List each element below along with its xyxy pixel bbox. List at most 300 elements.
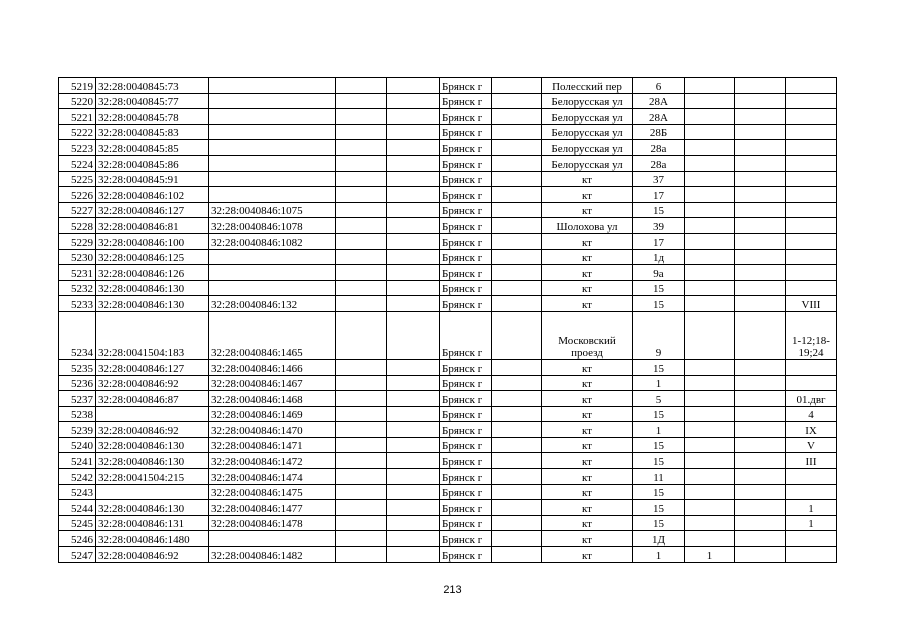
table-cell: 32:28:0040846:87: [96, 391, 209, 407]
table-cell: 32:28:0040845:85: [96, 140, 209, 156]
table-cell: [685, 406, 735, 422]
table-cell: [685, 249, 735, 265]
table-cell: 5234: [59, 311, 96, 359]
table-cell: 5232: [59, 280, 96, 296]
table-row: [59, 469, 837, 485]
table-row: [59, 140, 837, 156]
table-body: [59, 78, 837, 563]
table-cell: Белорусская ул: [542, 140, 633, 156]
table-cell: V: [786, 437, 837, 453]
table-cell: 32:28:0040846:1474: [209, 469, 336, 485]
table-row: [59, 202, 837, 218]
table-cell: 32:28:0040846:127: [96, 202, 209, 218]
table-cell: Брянск г: [440, 296, 492, 312]
table-cell: 11: [633, 469, 685, 485]
table-cell: [387, 531, 440, 547]
table-cell: [735, 218, 786, 234]
table-cell: 32:28:0040846:1469: [209, 406, 336, 422]
table-cell: [336, 187, 387, 203]
table-cell: [735, 422, 786, 438]
table-cell: [336, 391, 387, 407]
table-cell: [685, 265, 735, 281]
table-cell: [685, 202, 735, 218]
table-cell: [786, 233, 837, 249]
table-cell: [685, 187, 735, 203]
table-cell: [209, 124, 336, 140]
table-cell: [336, 531, 387, 547]
table-cell: Брянск г: [440, 500, 492, 516]
table-cell: Белорусская ул: [542, 124, 633, 140]
table-cell: [209, 140, 336, 156]
table-cell: 32:28:0040846:130: [96, 296, 209, 312]
table-cell: [735, 515, 786, 531]
table-cell: кт: [542, 359, 633, 375]
table-cell: кт: [542, 437, 633, 453]
table-cell: 9а: [633, 265, 685, 281]
table-cell: кт: [542, 375, 633, 391]
table-cell: 01.двг: [786, 391, 837, 407]
table-cell: 32:28:0041504:215: [96, 469, 209, 485]
table-cell: [492, 187, 542, 203]
table-cell: 5221: [59, 109, 96, 125]
table-cell: [786, 171, 837, 187]
table-cell: [685, 500, 735, 516]
table-cell: 5247: [59, 547, 96, 563]
table-cell: 17: [633, 187, 685, 203]
table-cell: [735, 124, 786, 140]
table-cell: [685, 391, 735, 407]
table-cell: кт: [542, 391, 633, 407]
table-cell: 5225: [59, 171, 96, 187]
table-cell: [492, 547, 542, 563]
table-cell: 1: [685, 547, 735, 563]
table-cell: [735, 531, 786, 547]
table-cell: 32:28:0040846:125: [96, 249, 209, 265]
table-cell: 32:28:0040846:126: [96, 265, 209, 281]
table-cell: [336, 93, 387, 109]
table-cell: [209, 280, 336, 296]
table-cell: [336, 500, 387, 516]
table-cell: 32:28:0040846:130: [96, 280, 209, 296]
table-cell: [685, 171, 735, 187]
table-row: [59, 547, 837, 563]
table-row: [59, 422, 837, 438]
table-cell: Брянск г: [440, 218, 492, 234]
table-cell: 5230: [59, 249, 96, 265]
table-cell: Брянск г: [440, 265, 492, 281]
table-cell: 1: [786, 515, 837, 531]
table-cell: 5224: [59, 155, 96, 171]
table-cell: 5237: [59, 391, 96, 407]
table-cell: 32:28:0040846:92: [96, 547, 209, 563]
table-cell: [209, 187, 336, 203]
table-cell: 5245: [59, 515, 96, 531]
table-cell: [336, 218, 387, 234]
table-cell: [735, 547, 786, 563]
table-cell: [336, 547, 387, 563]
table-cell: [209, 265, 336, 281]
table-row: [59, 500, 837, 516]
table-cell: III: [786, 453, 837, 469]
table-cell: 15: [633, 359, 685, 375]
table-cell: IX: [786, 422, 837, 438]
table-cell: кт: [542, 484, 633, 500]
table-cell: [735, 233, 786, 249]
table-cell: [209, 93, 336, 109]
table-cell: Белорусская ул: [542, 109, 633, 125]
table-cell: [735, 375, 786, 391]
table-cell: [387, 249, 440, 265]
table-cell: Брянск г: [440, 391, 492, 407]
table-cell: 5227: [59, 202, 96, 218]
table-cell: [492, 437, 542, 453]
table-row: [59, 515, 837, 531]
table-cell: Брянск г: [440, 78, 492, 94]
table-cell: Брянск г: [440, 93, 492, 109]
table-cell: Белорусская ул: [542, 155, 633, 171]
table-cell: [492, 296, 542, 312]
table-cell: Брянск г: [440, 406, 492, 422]
table-cell: [336, 280, 387, 296]
table-cell: Брянск г: [440, 109, 492, 125]
table-cell: [209, 171, 336, 187]
table-cell: 32:28:0040845:86: [96, 155, 209, 171]
table-cell: 15: [633, 406, 685, 422]
table-cell: Брянск г: [440, 187, 492, 203]
table-cell: [685, 93, 735, 109]
table-cell: 32:28:0041504:183: [96, 311, 209, 359]
table-cell: VIII: [786, 296, 837, 312]
table-cell: [735, 437, 786, 453]
table-cell: [492, 391, 542, 407]
table-cell: [336, 202, 387, 218]
table-cell: 5231: [59, 265, 96, 281]
table-cell: [685, 437, 735, 453]
registry-table: [58, 77, 837, 563]
table-cell: 37: [633, 171, 685, 187]
table-cell: [387, 233, 440, 249]
table-cell: 15: [633, 453, 685, 469]
table-cell: 32:28:0040846:92: [96, 375, 209, 391]
table-cell: Брянск г: [440, 155, 492, 171]
table-cell: [387, 311, 440, 359]
table-cell: [209, 249, 336, 265]
table-cell: 5223: [59, 140, 96, 156]
table-cell: [685, 155, 735, 171]
table-cell: 1: [633, 375, 685, 391]
table-row: [59, 453, 837, 469]
table-cell: [735, 500, 786, 516]
table-cell: Брянск г: [440, 422, 492, 438]
table-cell: [735, 469, 786, 485]
table-cell: 28а: [633, 140, 685, 156]
table-cell: 15: [633, 515, 685, 531]
table-cell: [492, 359, 542, 375]
table-cell: [336, 171, 387, 187]
table-row: [59, 109, 837, 125]
table-cell: 15: [633, 437, 685, 453]
table-cell: [209, 78, 336, 94]
table-cell: [336, 265, 387, 281]
page-number: 213: [443, 584, 462, 596]
table-cell: 5241: [59, 453, 96, 469]
table-cell: 32:28:0040846:1472: [209, 453, 336, 469]
table-cell: [685, 311, 735, 359]
table-row: [59, 280, 837, 296]
table-row: [59, 359, 837, 375]
table-cell: кт: [542, 187, 633, 203]
table-cell: [387, 155, 440, 171]
table-cell: 28А: [633, 93, 685, 109]
table-cell: [336, 422, 387, 438]
table-cell: [492, 93, 542, 109]
table-cell: 5239: [59, 422, 96, 438]
table-cell: [387, 391, 440, 407]
table-cell: кт: [542, 296, 633, 312]
table-cell: [387, 547, 440, 563]
table-cell: 32:28:0040846:127: [96, 359, 209, 375]
table-cell: [387, 265, 440, 281]
table-cell: [786, 375, 837, 391]
table-cell: [492, 311, 542, 359]
table-cell: [387, 437, 440, 453]
table-cell: 5222: [59, 124, 96, 140]
table-cell: [336, 515, 387, 531]
table-cell: Полесский пер: [542, 78, 633, 94]
table-cell: 5226: [59, 187, 96, 203]
table-cell: [685, 484, 735, 500]
table-cell: 15: [633, 296, 685, 312]
table-cell: Брянск г: [440, 249, 492, 265]
table-row: [59, 171, 837, 187]
table-cell: [387, 453, 440, 469]
table-cell: 32:28:0040846:131: [96, 515, 209, 531]
table-cell: Брянск г: [440, 453, 492, 469]
table-cell: [685, 233, 735, 249]
table-cell: [336, 453, 387, 469]
table-cell: [786, 202, 837, 218]
table-cell: [786, 249, 837, 265]
table-cell: Брянск г: [440, 171, 492, 187]
table-cell: [735, 109, 786, 125]
table-cell: 32:28:0040846:1082: [209, 233, 336, 249]
table-cell: кт: [542, 531, 633, 547]
table-cell: [492, 171, 542, 187]
table-cell: [685, 469, 735, 485]
table-cell: [685, 140, 735, 156]
table-cell: 5236: [59, 375, 96, 391]
table-cell: [387, 124, 440, 140]
table-row: [59, 249, 837, 265]
table-cell: кт: [542, 469, 633, 485]
table-cell: 5220: [59, 93, 96, 109]
table-cell: 5242: [59, 469, 96, 485]
table-cell: кт: [542, 547, 633, 563]
table-cell: [735, 484, 786, 500]
table-cell: кт: [542, 249, 633, 265]
table-cell: кт: [542, 515, 633, 531]
table-cell: Брянск г: [440, 469, 492, 485]
table-cell: [492, 500, 542, 516]
table-cell: [786, 280, 837, 296]
table-cell: 32:28:0040846:1468: [209, 391, 336, 407]
table-cell: 15: [633, 280, 685, 296]
table-cell: [209, 155, 336, 171]
table-cell: [786, 78, 837, 94]
table-cell: 32:28:0040846:130: [96, 453, 209, 469]
table-cell: [387, 515, 440, 531]
table-cell: 32:28:0040846:1467: [209, 375, 336, 391]
table-cell: [492, 124, 542, 140]
table-cell: 32:28:0040846:102: [96, 187, 209, 203]
table-cell: 32:28:0040846:1078: [209, 218, 336, 234]
table-cell: [685, 359, 735, 375]
table-cell: [786, 109, 837, 125]
table-cell: Брянск г: [440, 311, 492, 359]
table-cell: [735, 140, 786, 156]
table-cell: кт: [542, 422, 633, 438]
table-cell: 32:28:0040846:81: [96, 218, 209, 234]
table-row: [59, 375, 837, 391]
table-row: [59, 124, 837, 140]
table-cell: [735, 171, 786, 187]
table-cell: Брянск г: [440, 531, 492, 547]
table-cell: [336, 78, 387, 94]
table-cell: 5240: [59, 437, 96, 453]
table-cell: 32:28:0040845:78: [96, 109, 209, 125]
table-cell: 5219: [59, 78, 96, 94]
table-cell: [336, 375, 387, 391]
table-row: [59, 531, 837, 547]
table-row: [59, 78, 837, 94]
table-cell: [492, 280, 542, 296]
table-cell: [786, 265, 837, 281]
table-cell: 32:28:0040846:1471: [209, 437, 336, 453]
table-cell: 32:28:0040845:83: [96, 124, 209, 140]
table-cell: Брянск г: [440, 202, 492, 218]
table-cell: [786, 140, 837, 156]
table-cell: [387, 359, 440, 375]
table-cell: 1: [786, 500, 837, 516]
table-cell: [685, 109, 735, 125]
table-cell: [492, 406, 542, 422]
table-cell: 5: [633, 391, 685, 407]
table-cell: [685, 375, 735, 391]
table-cell: Московский проезд: [542, 311, 633, 359]
table-cell: [387, 296, 440, 312]
table-row: [59, 311, 837, 359]
table-cell: [685, 280, 735, 296]
table-cell: [492, 155, 542, 171]
table-cell: [786, 484, 837, 500]
table-cell: [685, 531, 735, 547]
table-cell: [735, 453, 786, 469]
table-cell: Брянск г: [440, 375, 492, 391]
table-cell: [492, 265, 542, 281]
table-cell: [735, 406, 786, 422]
table-row: [59, 437, 837, 453]
table-cell: [685, 296, 735, 312]
table-row: [59, 93, 837, 109]
table-cell: 32:28:0040846:130: [96, 437, 209, 453]
table-cell: [786, 187, 837, 203]
table-cell: [336, 233, 387, 249]
table-cell: 5238: [59, 406, 96, 422]
table-cell: 1д: [633, 249, 685, 265]
table-cell: [387, 93, 440, 109]
table-row: [59, 233, 837, 249]
table-cell: [685, 515, 735, 531]
table-cell: 32:28:0040846:92: [96, 422, 209, 438]
table-cell: [786, 155, 837, 171]
table-cell: кт: [542, 406, 633, 422]
table-cell: 32:28:0040846:1475: [209, 484, 336, 500]
table-cell: 32:28:0040846:1470: [209, 422, 336, 438]
table-cell: [735, 391, 786, 407]
table-cell: кт: [542, 265, 633, 281]
table-cell: [492, 109, 542, 125]
table-cell: [685, 422, 735, 438]
table-cell: [492, 249, 542, 265]
table-row: [59, 406, 837, 422]
table-cell: [387, 202, 440, 218]
table-cell: [387, 484, 440, 500]
table-cell: Брянск г: [440, 515, 492, 531]
table-cell: [96, 406, 209, 422]
table-cell: [209, 109, 336, 125]
table-cell: Брянск г: [440, 233, 492, 249]
table-cell: [336, 296, 387, 312]
table-cell: [492, 469, 542, 485]
table-cell: [387, 109, 440, 125]
table-cell: 1: [633, 547, 685, 563]
table-cell: [387, 218, 440, 234]
table-cell: 1Д: [633, 531, 685, 547]
table-cell: [735, 265, 786, 281]
table-cell: кт: [542, 233, 633, 249]
table-cell: 32:28:0040846:1466: [209, 359, 336, 375]
table-cell: 6: [633, 78, 685, 94]
table-cell: [336, 155, 387, 171]
table-cell: 4: [786, 406, 837, 422]
table-cell: Брянск г: [440, 484, 492, 500]
table-cell: [387, 280, 440, 296]
table-cell: [336, 437, 387, 453]
table-cell: 28а: [633, 155, 685, 171]
table-cell: [336, 109, 387, 125]
table-cell: [492, 484, 542, 500]
table-cell: [735, 187, 786, 203]
table-cell: 5246: [59, 531, 96, 547]
table-row: [59, 155, 837, 171]
table-cell: [336, 484, 387, 500]
table-cell: [786, 359, 837, 375]
table-cell: 32:28:0040846:1482: [209, 547, 336, 563]
table-cell: 32:28:0040846:100: [96, 233, 209, 249]
table-cell: [735, 296, 786, 312]
table-cell: кт: [542, 280, 633, 296]
table-cell: [786, 218, 837, 234]
table-row: [59, 265, 837, 281]
table-cell: [336, 359, 387, 375]
table-cell: 32:28:0040846:1477: [209, 500, 336, 516]
table-cell: [492, 515, 542, 531]
table-row: [59, 484, 837, 500]
table-row: [59, 218, 837, 234]
table-cell: 32:28:0040846:130: [96, 500, 209, 516]
table-cell: [735, 202, 786, 218]
table-row: [59, 391, 837, 407]
